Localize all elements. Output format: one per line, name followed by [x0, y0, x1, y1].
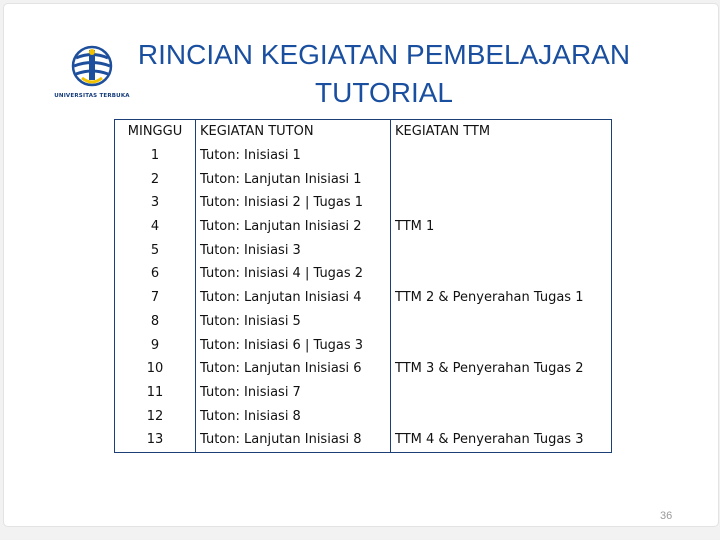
- ttm-cell: TTM 1: [391, 215, 612, 239]
- tuton-cell: Tuton: Inisiasi 2 | Tugas 1: [196, 191, 391, 215]
- ttm-cell: [391, 404, 612, 428]
- logo-caption: UNIVERSITAS TERBUKA: [54, 93, 130, 99]
- universitas-terbuka-logo: [52, 44, 132, 104]
- title-line-1: RINCIAN KEGIATAN PEMBELAJARAN: [137, 39, 631, 70]
- ttm-cell: [391, 191, 612, 215]
- table-row: [115, 310, 612, 334]
- tuton-cell: Tuton: Lanjutan Inisiasi 6: [196, 357, 391, 381]
- tuton-cell: Tuton: Lanjutan Inisiasi 4: [196, 286, 391, 310]
- table-row: [115, 381, 612, 405]
- table-row: [115, 167, 612, 191]
- globe-emblem-icon: [52, 44, 132, 92]
- week-cell: 9: [115, 333, 196, 357]
- table-header-row: [115, 120, 612, 144]
- tuton-cell: Tuton: Inisiasi 6 | Tugas 3: [196, 333, 391, 357]
- ttm-cell: [391, 144, 612, 168]
- tuton-cell: Tuton: Inisiasi 8: [196, 404, 391, 428]
- slide: [3, 3, 719, 527]
- ttm-cell: [391, 333, 612, 357]
- tuton-cell: Tuton: Lanjutan Inisiasi 8: [196, 428, 391, 452]
- ttm-cell: [391, 238, 612, 262]
- week-cell: 11: [115, 381, 196, 405]
- table-row: [115, 357, 612, 381]
- table-row: [115, 238, 612, 262]
- week-cell: 7: [115, 286, 196, 310]
- table-row: [115, 191, 612, 215]
- ttm-cell: TTM 3 & Penyerahan Tugas 2: [391, 357, 612, 381]
- tuton-cell: Tuton: Inisiasi 3: [196, 238, 391, 262]
- tuton-cell: Tuton: Inisiasi 5: [196, 310, 391, 334]
- week-cell: 12: [115, 404, 196, 428]
- table-row: [115, 428, 612, 452]
- week-cell: 10: [115, 357, 196, 381]
- table-row: [115, 404, 612, 428]
- week-cell: 5: [115, 238, 196, 262]
- week-cell: 8: [115, 310, 196, 334]
- table-row: [115, 144, 612, 168]
- week-cell: 3: [115, 191, 196, 215]
- tuton-cell: Tuton: Inisiasi 4 | Tugas 2: [196, 262, 391, 286]
- header-kegiatan-tuton: KEGIATAN TUTON: [196, 120, 391, 144]
- schedule-table: [114, 119, 612, 453]
- table-row: [115, 286, 612, 310]
- ttm-cell: [391, 167, 612, 191]
- week-cell: 6: [115, 262, 196, 286]
- slide-title: [134, 36, 634, 112]
- tuton-cell: Tuton: Lanjutan Inisiasi 2: [196, 215, 391, 239]
- title-line-2: TUTORIAL: [315, 77, 453, 108]
- ttm-cell: [391, 381, 612, 405]
- week-cell: 13: [115, 428, 196, 452]
- tuton-cell: Tuton: Lanjutan Inisiasi 1: [196, 167, 391, 191]
- tuton-cell: Tuton: Inisiasi 1: [196, 144, 391, 168]
- week-cell: 1: [115, 144, 196, 168]
- header-minggu: MINGGU: [115, 120, 196, 144]
- table-row: [115, 215, 612, 239]
- ttm-cell: [391, 310, 612, 334]
- ttm-cell: TTM 4 & Penyerahan Tugas 3: [391, 428, 612, 452]
- table-row: [115, 262, 612, 286]
- page-number: 36: [660, 510, 673, 522]
- header-kegiatan-ttm: KEGIATAN TTM: [391, 120, 612, 144]
- table-row: [115, 333, 612, 357]
- tuton-cell: Tuton: Inisiasi 7: [196, 381, 391, 405]
- ttm-cell: TTM 2 & Penyerahan Tugas 1: [391, 286, 612, 310]
- ttm-cell: [391, 262, 612, 286]
- week-cell: 2: [115, 167, 196, 191]
- week-cell: 4: [115, 215, 196, 239]
